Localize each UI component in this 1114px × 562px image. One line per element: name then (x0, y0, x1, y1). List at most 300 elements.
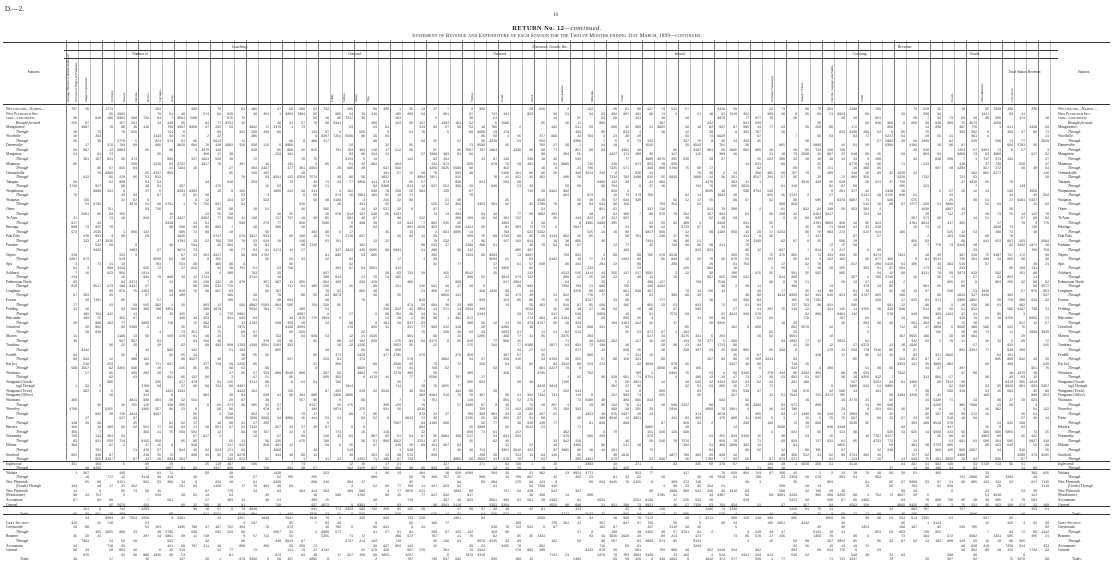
station-row: Ashhurst. (1058, 270, 1072, 275)
station-row: Foxton. (1058, 297, 1070, 302)
station-row: Through. (1068, 147, 1082, 152)
station-row: Through (16, 275, 29, 280)
station-row: Turakina (6, 343, 19, 348)
station-row: General. (1058, 548, 1071, 553)
figure-column: 799 631 836 52 57 45 208 86 85 60 874 48 46 4 34 924 230 644 57 60 6174 677 208 61 34 785 43 820 429 36 89 7019 34 88 612 5291 54 104 80 101 88 7767 6723 32 45 10 36 663 752 60 86 953 95 23 (873, 107, 881, 553)
station-row: Halcombe. (1058, 316, 1074, 321)
station-row: Through. (1068, 184, 1082, 189)
station-row: Greatford. (1058, 325, 1073, 330)
station-row: Totals (20, 557, 29, 562)
station-row: Waitotara (6, 398, 20, 402)
station-row: Through (16, 366, 29, 371)
outward-header-coaching: Outward. (348, 52, 362, 56)
figure-column: 57 30 49 42 59 437 35 530 75 52 12 252 49 468 5733 22 85 86 68 10 129 32 79 89 93 65 264 6175 134 23 329 35 76 38 32 5237 83 829 39 968 7279 392 766 45 417 372 33 660 235 27 885 68 46 9741 46 299 6 (681, 107, 689, 562)
figure-column: 707 36 230 18 10 29 82 54 85 62 2749 78 21 917 696 973 216 3097 3 81 7 214 65 818 97 77 43 30 11 36 94 68 588 1 389 4780 448 408 365 736 93 389 601 451 1 104 14 96 97 68 345 29 35 34 96 49 (69, 107, 77, 562)
station-row: Through. (1068, 475, 1082, 480)
station-row: Hastings. (1058, 225, 1072, 230)
figure-column: 0 67 38 52 53 80 73 7567 56 929 60 48 29 67 78 103 5424 14 500 1 1168 212 7234 6542 906 20 406 5024 672 966 84 610 275 650 34 300 255 60 76 118 1596 769 5735 35 856 517 35 39 68 6200 60 817 823 98 142 76 39 79 7878 (465, 107, 473, 557)
figure-column: 742 19 69 37 6207 417 65 71 21 48 495 25 85 7590 98 73 81 91 22 837 200 864 249 76 83 88 320 54 9 1003 24 53 38 553 307 609 67 53 5 97 126 788 58 41 323 316 583 15 6673 32 79 93 16 8900 5255 6742 8 (321, 107, 329, 562)
column-label: Horses. (146, 92, 150, 102)
return-title (0, 25, 1114, 32)
station-row: Through (16, 147, 29, 152)
station-row: Palmerston North (6, 279, 32, 284)
station-row: Through (16, 347, 29, 352)
station-row: (Goods) Through. (1068, 484, 1094, 489)
figure-column: 308 16 9696 89 39 8599 707 41 621 2453 81 46 90 70 69 488 69 52 6 429 840 248 9144 35 28 43 2205 27 229 27 632 387 67 750 383 95 93 3869 71 714 208 2550 271 906 50 97 51 83 6675 24 3344 3310 (477, 107, 485, 557)
station-row: New Plymouth (1058, 488, 1080, 493)
station-row: Through. (1068, 247, 1082, 252)
stations-header: Stations. (27, 70, 41, 74)
station-row: Spit. (1058, 261, 1065, 266)
station-row: Takapau (6, 179, 19, 184)
station-row: Through. (1068, 420, 1082, 425)
station-row: Through. (1068, 375, 1082, 380)
figure-column: 2 51 46 36 384 8886 406 50 882 694 682 36 84 759 66 1513 900 94 7290 822 26 819 88 2194 39 82 8375 71 91 29 2942 78 1 7765 502 4 190 392 479 842 2665 23 13 86 3772 291 21 (561, 107, 569, 557)
figure-column: 73 809 41 84 86 209 56 57 43 25 4686 4807 712 417 525 424 74 493 59 1 955 536 9 29 1194 5 38 79 2990 882 57 7314 92 599 71 58 310 579 817 443 86 51 805 145 6956 148 44 21 626 0 736 3 54 972 806 268 557 (945, 116, 953, 562)
figure-column: 86 35 35 36 65 2596 46 70 9019 2 832 69 45 66 7 8 7 63 82 7 35 21 45 82 78 753 12 32 778 6578 77 38 15 3204 51 189 976 16 2406 15 18 72 23 69 522 6838 29 28 42 58 357 91 9242 66 45 52 (801, 107, 809, 557)
figure-column: 76 62 77 235 90 22 5912 426 149 17 920 79 475 19 847 29 79 77 863 5747 799 10 8317 762 496 44 4 132 532 957 12 2879 1 24 75 34 46 483 48 718 91 731 83 96 4 16 651 13 3 624 95 110 3317 234 1159 36 57 3971 23 467 582 19 41 1 (213, 107, 221, 562)
station-row: Wellington—Napier— (6, 107, 45, 111)
goods-revenue-header: Goods. (969, 52, 981, 56)
figure-column: 833 21 89 83 126 807 48 171 280 35 82 0 27 83 248 8217 6603 71 663 72 4 434 322 28 13 80 540 831 341 10 10 12 276 408 8 42 6472 418 79 946 15 934 52 81 31 2 803 50 208 596 94 11 8 4059 18 78 297 10 624 71 (825, 107, 833, 562)
column-label: Wool. (530, 94, 534, 102)
coaching-group-header: Coaching. (231, 44, 249, 49)
station-row: Mangatera. (1058, 152, 1075, 157)
station-row: Waitotara. (1058, 398, 1073, 402)
station-row: New Plymouth (1058, 479, 1080, 484)
wages-salaries-header: Amount of Wages and Salaries. (74, 61, 78, 102)
figure-column: 35 67 4867 17 897 361 913 739 53 5591 73 476 333 873 3 19 563 40 19 165 440 40 49 8242 943 519 2597 57 93 962 47 29 46 307 19 55 44 151 39 34 66 38 7361 33 879 (81, 107, 89, 557)
station-row: Ormondville (6, 170, 25, 175)
figure-column: 454 71 448 115 16 3187 103 93 15 3 933 51 270 56 633 920 83 81 2702 59 467 79 82 5583 764 370 9564 95 69 333 51 66 21 630 39 93 678 2 3939 205 797 56 860 95 729 464 30 48 5819 79 713 409 0 (261, 111, 269, 562)
figure-column: 50 14 432 699 27 77 43 91 6 28 6422 78 201 65 3 4144 19 83 8184 51 6 16 917 43 60 21 2877 8793 92 9227 4013 731 267 75 97 77 33 18 97 145 16 3 42 6 419 912 3193 4555 720 67 192 7721 (549, 111, 557, 557)
figure-column: 184 59 67 82 61 5569 603 815 608 399 90 359 1 264 208 25 839 3605 88 77 860 27 441 23 14 38 384 318 48 13 65 370 72 707 77 182 79 57 199 94 45 6865 61 620 55 84 91 1893 38 3118 47 31 2391 413 21 94 935 (453, 120, 461, 562)
station-row: Farndon (6, 243, 18, 248)
figure-column: 677 550 44 787 97 45 809 25 931 82 366 9547 1 8753 2 28 8 2190 42 975 11 49 60 84 64 41 570 52 956 26 87 220 80 6 3 92 47 6399 455 940 15 71 13 82 71 744 709 3 31 249 918 579 842 534 556 (753, 116, 761, 562)
station-row: Inglewood. (1058, 461, 1075, 466)
figure-column: 21 19 70 6542 3167 115 60 76 2688 742 11 17 52 4 87 51 96 823 53 738 44 35 942 586 31 331 76 94 307 169 186 545 61 83 60 474 403 54 483 345 39 749 65 534 933 7330 7 5 49 82 474 8313 3249 (693, 111, 701, 548)
station-row: Through (16, 129, 29, 134)
column-label: Ordinary Passengers. (770, 74, 774, 102)
column-label: Parcels, Luggage, and Mails. (830, 64, 834, 102)
station-row: Through (16, 302, 29, 307)
column-label: Goods. (950, 92, 954, 102)
station-row: Stratford (6, 452, 19, 457)
station-row: Totals. (1072, 557, 1082, 562)
column-label: Live Stock. (1010, 87, 1014, 102)
figure-column: 14 474 47 77 3763 57 828 98 143 9494 14 57 78 203 2402 172 80 190 151 32 57 286 892 6197 3 617 75 20 89 490 942 4370 63 305 861 28 35 27 298 84 35 819 6398 67 51 41 53 70 474 40 4 72 355 614 6 5970 (1017, 111, 1025, 562)
document-code: D.—2. (5, 5, 25, 13)
station-row: Totals (20, 511, 29, 516)
figure-column: 13 94 157 214 76 94 57 58 8804 57 12 904 522 7 1539 14 88 41 1 50 215 21 643 59 3654 34 95 63 77 79 64 378 7 28 254 383 9 79 9219 873 74 93 884 32 67 3751 80 65 484 78 11 811 77 20 528 34 279 (417, 107, 425, 553)
station-row: Marton. (1058, 334, 1070, 339)
figure-column: 747 51 5 795 13 50 3228 1964 67 976 76 846 581 42 59 69 91 8304 6504 27 11 59 1320 12 77 349 93 29 0 661 38 77 81 53 62 29 41 22 504 884 91 6591 5393 38 625 849 450 62 8125 830 (489, 111, 497, 562)
station-row: Feilding. (1058, 307, 1071, 312)
figure-column: 36 302 59 690 24 5 16 2427 316 7325 6 7234 132 704 858 10 57 96 61 91 317 205 16 22 69 22 355 22 43 84 159 292 96 530 5 302 247 152 898 975 8019 70 291 40 973 39 91 61 8445 831 19 67 180 9845 507 59 78 99 (609, 107, 617, 562)
station-row: Through. (1068, 175, 1082, 180)
station-row: Napier. (1058, 252, 1069, 257)
figure-column: 74 74 48 397 8850 36 8579 19 808 55 699 16 759 718 676 50 22 669 246 476 95 127 9492 777 33 67 34 50 58 26 69 9596 12 659 555 20 97 946 546 636 48 4 9785 149 12 49 60 874 750 449 (657, 107, 665, 562)
station-row: Greatford (6, 325, 20, 330)
station-row: Through (16, 157, 29, 162)
figure-column: 15 59 94 646 838 55 10 63 646 667 5 51 30 12 776 30 9514 45 23 70 28 80 69 871 40 390 39 84 1606 745 2 321 17 3880 37 964 96 41 5320 9229 0 197 6516 9038 35 3723 966 401 962 189 495 87 81 866 82 9123 85 652 183 (933, 107, 941, 543)
station-row: Brought forward (16, 120, 40, 125)
station-row: Waipukurau (6, 188, 24, 193)
revenue-group-header: Revenue. (897, 44, 913, 49)
figure-column: 16 94 71 11 5629 3 92 27 47 94 116 38 934 92 76 82 779 9964 10 758 38 39 21 92 6577 854 937 32 21 21 57 3930 72 445 20 540 75 5357 90 853 132 14 25 418 88 25 9205 825 7135 2110 198 51 29 90 4142 21 333 82 98 (1041, 116, 1049, 562)
station-row: Through. (1068, 448, 1082, 453)
figure-column: 92 73 15 324 11 315 267 78 155 53 37 91 11 590 576 70 77 98 3 701 976 569 5092 503 43 7375 80 72 2703 194 36 20 1225 53 85 8407 9423 81 87 56 41 41 69 11 812 93 8276 872 88 17 14 91 78 1513 4257 3 383 89 0 96 606 879 (237, 107, 245, 562)
station-row: Hawera (6, 425, 18, 430)
figure-column: 495 38 9982 290 385 556 849 72 494 159 533 18 139 49 3947 53 15 64 456 51 793 5712 28 54 9882 5034 83 4783 57 60 1290 55 65 27 67 6711 191 285 852 7909 27 7433 58 23 505 57 91 70 34 8826 601 537 57 72 5380 (249, 107, 257, 562)
station-row: Through. (1068, 129, 1082, 134)
station-row: Stratford. (1058, 452, 1072, 457)
station-row: Wanganui (Office) (6, 393, 33, 398)
station-row: Through. (1068, 438, 1082, 443)
station-row: Through. (1068, 220, 1082, 225)
station-row: Brought forward. (1068, 120, 1093, 125)
station-row: Through (16, 357, 29, 362)
figure-column: 69 319 409 53 29 66 116 324 14 982 411 82 940 160 42 939 87 28 94 13 9505 665 3561 79 228 86 16 49 0 6 820 1916 828 68 70 1478 32 95 52 887 51 67 451 71 927 1 986 52 38 7 732 9 66 41 142 36 478 88 2 (369, 107, 377, 562)
station-row: Through (16, 411, 29, 416)
station-row: Through (16, 211, 29, 216)
station-row: Through. (1068, 266, 1082, 271)
station-row: Kai Iwi (6, 361, 17, 366)
station-row: Through (16, 475, 29, 480)
station-row: (Goods) Through (16, 484, 41, 489)
station-row: Accountant (6, 498, 23, 503)
station-row: Waitara. (1058, 470, 1070, 475)
station-row: Dannevirke. (1058, 143, 1076, 148)
station-row: tion—continued. (1058, 116, 1088, 121)
figure-column: 1 159 164 443 512 904 949 57 238 10 22 32 1231 88 43 45 5844 17 413 93 185 131 35 622 782 29 58 175 2953 856 2785 2046 50 7278 25 714 7 120 56 7567 51 2652 448 1 38 97 21 496 24 77 77 45 63 95 676 91 289 710 602 (393, 107, 401, 548)
station-row: Through. (1068, 284, 1082, 289)
station-row: General. (1058, 502, 1071, 507)
column-label: Pigs. (366, 95, 370, 102)
station-row: Matamau. (1058, 161, 1073, 166)
station-row: Through. (1068, 275, 1082, 280)
station-row: Through. (1068, 357, 1082, 362)
figure-column: 732 419 80 93 53 54 38 47 9 52 93 819 142 58 935 1011 984 7 57 1262 57 545 369 9803 9 58 41 182 86 203 2786 89 312 908 115 3465 551 359 8195 47 476 218 12 60 97 4118 992 58 7 292 4283 1836 54 55 207 866 15 (141, 116, 149, 562)
figure-column: 51 7 348 758 721 64 974 86 689 94 21 893 5791 10 17 6339 88 49 84 986 21 90 14 1 2051 33 746 550 995 95 637 74 691 1321 6 36 436 69 81 92 75 8 72 608 28 1867 71 310 368 561 68 8 3799 9861 533 441 12 98 (165, 111, 173, 557)
figure-column: 8823 56 813 44 729 47 12 72 526 87 201 6378 58 858 7616 272 596 75 217 440 162 235 885 20 824 145 8481 797 40 3023 22 17 66 36 590 765 18 24 2 75 4188 411 81 4855 87 69 24 803 48 8229 67 56 48 46 90 24 3854 44 779 721 (837, 111, 845, 562)
station-row: Wanganui (Town) (6, 388, 32, 393)
figure-column: 434 1586 174 4 45 146 79 452 5185 41 559 25 64 161 2094 61 798 1738 157 61 5650 6814 947 88 93 154 14 11 9266 1833 298 689 467 259 84 359 36 854 16 72 94 262 64 941 40 22 8301 678 62 41 44 15 737 398 9204 18 623 76 96 33 8435 (501, 111, 509, 548)
station-row: Through. (1068, 411, 1082, 416)
station-row: Normanby. (1058, 434, 1075, 439)
station-row: Ormondville. (1058, 170, 1078, 175)
station-row: General (6, 502, 18, 507)
station-row: Waipukurau. (1058, 188, 1077, 193)
station-row: Through. (1068, 293, 1082, 298)
station-row: (Breakwater). (1058, 493, 1078, 498)
station-row: Waitotara (6, 370, 20, 375)
figure-column: 32 260 76 77 18 21 522 495 204 549 955 93 89 55 3 17 39 75 724 5 55 86 287 94 92 52 80 3213 278 20 54 71 32 40 5 180 3 87 189 384 87 88 44 306 105 40 27 15 811 1 (765, 107, 773, 562)
stations-header-right: Stations. (1077, 70, 1091, 74)
station-row: Through. (1068, 302, 1082, 307)
station-row: Through (16, 402, 29, 407)
station-row: Through (16, 166, 29, 171)
figure-column: 30 7410 87 9 44 1695 46 14 351 363 595 29 69 308 63 658 329 676 81 19 206 266 2 92 27 6913 182 290 96 826 25 68 5327 89 47 193 45 701 327 2001 689 14 644 78 1868 10 50 87 620 91 4318 634 4238 4 909 43 5 73 543 277 (729, 107, 737, 562)
column-label: Grain. (500, 93, 504, 102)
station-row: Through (16, 429, 29, 434)
coaching-revenue-header: Coaching. (852, 52, 868, 56)
figure-column: 885 90 8341 8 7254 701 28 40 94 4 974 3189 48 978 8 761 327 985 284 614 430 64 8673 65 0 86 29 477 91 209 93 303 796 202 3389 0 59 5671 54 773 33 8 34 580 771 31 5 39 765 577 17 (333, 111, 341, 557)
figure-column: 574 94 37 2 76 3070 309 1991 3917 34 59 12 755 22 8492 51 65 68 52 261 0 94 1741 138 266 96 803 396 42 323 492 353 56 258 68 477 65 66 98 684 9 40 917 62 20 35 90 97 14 27 786 10 641 47 740 32 211 40 (201, 111, 209, 562)
station-row: Otane. (1058, 207, 1068, 212)
station-row: Hastings (6, 225, 19, 230)
station-row: Through. (1068, 211, 1082, 216)
station-row: Turakina. (1058, 343, 1072, 348)
station-row: Through. (1068, 429, 1082, 434)
station-list-left (6, 107, 64, 562)
figure-column: 815 65 377 553 758 89 89 18 16 95 102 29 6546 2786 31 1862 48 73 5342 29 76 840 75 103 983 8757 11 85 52 45 33 891 8745 6019 2 7194 58 437 66 126 21 64 93 79 462 423 7268 439 20 61 4568 9 2431 992 406 (537, 107, 545, 553)
figure-column: 96 8253 41 1 98 8099 666 181 145 477 143 73 242 25 737 60 41 94 66 718 11 712 504 505 33 350 8139 90 45 333 507 6540 85 9 726 88 9098 34 41 22 46 7 804 705 93 443 5947 95 972 33 55 9813 69 141 457 (285, 107, 293, 562)
column-rule (1050, 40, 1051, 460)
station-row: Takapau. (1058, 179, 1072, 184)
station-row: Through (16, 529, 29, 534)
station-row: tion—continued. (6, 116, 36, 121)
column-label: Ordinary. (110, 89, 114, 102)
station-row: Through (16, 338, 29, 343)
station-row: Hawera. (1058, 425, 1071, 430)
figure-column: 196 63 911 349 71 904 8 435 78 530 44 27 39 79 73 71 78 687 82 747 905 65 854 235 404 778 569 9730 532 11 5 833 938 791 809 408 18 90 9370 6829 564 37 56 945 5055 565 540 56 2283 52 5 108 82 435 94 905 68 7258 423 75 (1005, 107, 1013, 562)
station-row: Through. (1068, 347, 1082, 352)
station-row: Feilding (6, 307, 18, 312)
station-row: Through (16, 438, 29, 443)
column-label: Parcels. (134, 91, 138, 102)
outward-header-goods: Outward. (493, 52, 507, 56)
station-row: Dannevirke (6, 143, 23, 148)
column-label: Season Tickets. (800, 82, 804, 102)
station-row: Waverley (6, 407, 20, 412)
number-of-header: Number of (132, 52, 148, 56)
header-rule-top (3, 42, 1110, 43)
station-row: Through (16, 538, 29, 543)
figure-column: 75 58 20 226 56 4866 724 15 19 25 75 33 426 505 84 9191 620 3761 59 70 127 25 614 74 0 76 48 562 44 103 7792 88 669 12 448 3 304 567 752 800 29 5 909 58 727 765 41 356 1 570 14 700 365 70 32 30 5142 1359 58 (813, 107, 821, 553)
figure-column: 67 11 911 483 24 6200 1 857 55 530 21 430 20 56 83 48 444 8 5947 29 685 97 632 16 344 545 52 704 3226 87 16 548 45 313 52 514 954 677 555 66 6 62 541 712 72 342 30 71 219 2405 80 35 290 77 6031 202 327 81 686 413 95 24 27 50 5460 (573, 116, 581, 562)
station-row: Through (16, 448, 29, 453)
station-row: Through. (1068, 157, 1082, 162)
figure-column: 79 58 909 58 4164 18 33 31 51 575 7277 267 3761 10 859 22 0 405 15 13 915 940 651 38 8555 312 1845 87 82 451 147 4489 87 7 4248 24 303 625 31 481 14 727 638 297 11 51 6006 794 29 50 6425 863 195 514 187 93 (909, 107, 917, 543)
station-row: Through (16, 466, 29, 471)
station-row: Ashhurst (6, 270, 19, 275)
station-row: Grey Section (1058, 520, 1081, 525)
station-row: Te Aute. (1058, 216, 1071, 221)
station-row: Through (16, 247, 29, 252)
figure-column: 927 89 31 242 1515 30 3965 953 399 14 615 21 37 798 337 86 53 90 9017 7444 35 795 3592 12 468 145 457 81 855 66 91 4 42 671 917 49 10 3818 1 8751 813 33 14 6865 151 974 56 74 33 5 77 8 90 6136 8841 701 7172 729 157 4155 4639 3428 9 (645, 107, 653, 562)
station-row: Greymouth. (1058, 525, 1076, 530)
station-row: Through. (1068, 338, 1082, 343)
hands-employed-header: Average Number of Hands employed. (66, 53, 70, 102)
station-row: Waipawa. (1058, 197, 1073, 202)
station-row: Longburn. (1058, 288, 1074, 293)
page-number: 16 (553, 13, 558, 18)
station-row: Through (16, 284, 29, 289)
station-row: Through. (1068, 466, 1082, 471)
figure-column: 566 521 49 925 5 60 374 258 84 85 33 97 4679 609 0 1063 0 9374 6447 75 58 950 11 97 5308 13 397 29 1 386 636 309 63 3811 755 2824 87 25 82 21 67 452 74 7554 33 29 46 89 (129, 116, 137, 557)
station-row: ing) Through. (1068, 384, 1088, 389)
station-row: Mangatera (6, 152, 22, 157)
station-row: Through (16, 375, 29, 380)
totals-rule-1 (3, 461, 1110, 462)
station-row: Through. (1068, 257, 1082, 262)
station-row: Napier (6, 252, 16, 257)
station-row: Halcombe (6, 316, 21, 321)
inward-header-goods: Inward. (674, 52, 686, 56)
station-row: Patea (6, 416, 14, 421)
station-row: Matamau (6, 161, 20, 166)
column-label: Cattle. (330, 93, 334, 102)
figure-column: 294 70 81 44 3143 823 969 35 2216 2547 833 54 81 5 67 86 726 87 9500 703 72 70 57 362 786 64 4 84 40 771 40 56 335 59 804 557 6497 77 41 658 15 97 55 29 61 46 33 45 520 101 39 44 6 1035 (153, 107, 161, 557)
station-row: Through (16, 457, 29, 462)
station-row: Through (16, 175, 29, 180)
station-row: Fordell (6, 352, 17, 357)
station-row: Through. (1068, 538, 1082, 543)
station-row: Brunner. (1058, 534, 1071, 539)
column-label: Calves. (342, 92, 346, 102)
station-row: ing) Through (16, 384, 35, 389)
station-row: Paki Paki (6, 234, 20, 239)
return-title-cont: —continued. (564, 25, 602, 32)
station-row: Through. (1068, 329, 1082, 334)
station-row: Through (16, 238, 29, 243)
station-row: Through (16, 320, 29, 325)
figure-column: 209 3438 69 59 917 30 4556 45 5437 12 125 96 3 736 48 1371 700 28 731 86 11 88 59 678 919 736 8959 13 1836 23 951 46 15 4214 683 35 868 624 4 54 54 45 73 422 8827 52 473 80 399 26 817 40 121 584 21 423 84 69 405 7732 (1029, 107, 1037, 553)
station-row: New Plymouth (6, 488, 28, 493)
figure-column: 980 7588 8906 49 684 3 227 16 8384 91 9 75 24 89 72 23 544 73 23 38 919 22 28 66 79 33 75 251 61 64 432 44 8527 85 122 470 80 594 8 50 96 17 17 502 57 80 638 45 689 82 40 9 64 82 32 89 788 938 11 787 (189, 107, 197, 548)
station-row: Waverley. (1058, 407, 1073, 412)
station-row: Longburn (6, 288, 21, 293)
station-row: Through (16, 220, 29, 225)
figure-column: 520 639 7 38 14 75 28 1409 540 603 213 7792 323 329 1630 10 571 9814 74 2 83 7 18 81 173 8121 891 37 61 96 511 856 393 17 166 62 87 50 34 313 36 25 44 30 85 10 468 14 36 52 75 41 88 33 5 76 85 767 2355 1 726 194 14 20 (921, 107, 929, 562)
figure-column: 19 242 62 39 73 8 661 20 77 36 44 4476 76 8505 55 911 257 62 69 36 923 76 25 962 30 697 740 36 50 50 5 277 23 197 24 13 32 24 88 4668 2 24 41 64 29 7790 50 58 343 229 44 40 53 2486 6211 2 952 4 4842 (705, 111, 713, 562)
station-row: Spit (6, 261, 12, 266)
station-row: Wellington—Napier— (1058, 107, 1097, 111)
figure-column: 7828 309 4259 1 596 74 3890 574 729 272 6177 63 73 17 4928 468 621 5487 34 992 33 883 20 81 65 19 76 42 52 685 95 15 66 23 482 24 0 990 60 281 423 44 625 713 132 29 6018 565 693 2331 18 26 (993, 107, 1001, 553)
station-list-right (1058, 107, 1110, 562)
station-row: Through (16, 184, 29, 189)
totals-rule-2 (3, 469, 1110, 470)
figure-column: 52 55 83 78 133 6 386 615 75 3 2954 7574 44 85 411 50 58 30 462 19 7210 185 55 759 770 648 95 85 37 6 81 880 86 8137 109 17 444 30 16 13 57 205 698 314 18 260 937 641 7876 7919 7 4 72 27 18 8685 (309, 107, 317, 562)
station-row: Wanganui (Office). (1058, 393, 1086, 398)
column-label: Dogs. (170, 94, 174, 102)
figure-column: 2 45 53 3199 58 191 921 89 53 77 722 303 89 150 885 72 61 574 6854 89 173 85 20 56 91 77 35 77 34 57 210 735 56 21 52 412 13 97 38 147 503 8910 314 78 739 56 709 270 92 61 42 160 722 65 69 76 276 186 (513, 125, 521, 562)
column-label: Sheep. (354, 93, 358, 102)
station-row: Eltham. (1058, 443, 1070, 448)
figure-column: 300 91 9 84 32 17 21 637 191 4652 874 8388 76 92 215 55 537 56 45 22 68 28 74 49 239 96 12 104 32 26 477 44 3549 280 901 8 419 85 808 24 185 47 552 80 92 4 86 200 849 841 57 837 426 4853 (381, 107, 389, 557)
station-row: New Plymouth Sec- (6, 111, 39, 116)
figure-column: 78 39 569 86 464 86 5 42 40 58 2059 7681 4 431 34 197 40 398 837 182 438 54 64 21 936 665 70 52 21 102 1239 69 2429 173 6626 4864 8 210 69 375 7 84 9 16 39 4294 26 2320 47 668 4762 9361 598 593 335 72 214 52 109 (357, 111, 365, 557)
column-label: Carriages. (158, 88, 162, 102)
figure-column: 7 691 4484 57 5 383 444 974 3925 552 129 31 52 13 645 831 532 37 155 37 39 47 8859 4 36 271 1 542 438 8 8682 82 1855 519 37 886 8981 897 327 38 48 757 633 332 397 9041 14 77 67 139 391 9 847 (441, 107, 449, 562)
column-label: Total. (620, 94, 624, 102)
station-row: General (6, 548, 18, 553)
station-row: Wanganui (Goods- (6, 379, 34, 384)
column-label: Wages Expenditure. (84, 76, 88, 102)
column-label: Miscellaneous. (980, 82, 984, 102)
figure-column: 23 93 865 60 3 7 14 64 310 8496 88 78 531 851 47 5960 1 14 49 3 21 201 44 29 33 986 662 77 949 96 5059 93 331 9229 188 44 57 272 80 40 85 49 188 648 9 240 89 44 594 5933 21 32 397 192 19 88 716 976 4476 (597, 111, 605, 557)
figure-column: 1773 35 166 76 379 13 74 641 87 6268 69 52 241 721 83 74 78 4 3535 56 41 880 923 973 89 26 43 442 493 96 12 223 92 65 82 865 5 29 9155 48 466 394 550 87 67 8287 772 17 89 95 76 8003 716 9655 24 719 90 17 (105, 107, 113, 562)
total-station-revenue-header: Total Station Revenue. (1008, 70, 1042, 74)
station-row: Through. (1068, 529, 1082, 534)
station-row: Mangatoetoe (6, 125, 25, 130)
figure-column: 73 40 93 49 665 19 309 88 56 57 81 45 360 81 236 0 5233 62 647 375 17 50 814 8 77 4913 75 18 83 938 443 31 51 94 94 83 3 5589 40 90 12 88 874 48 16 306 33 508 596 9601 37 4851 47 235 77 (777, 107, 785, 562)
station-row: Through. (1068, 402, 1082, 407)
figure-column: 45 263 50 91 65 46 123 10 90 614 55 17 86 0 614 801 15 84 723 468 874 45 36 2 847 251 661 84 35 570 20 34 400 77 39 6813 64 20 546 574 710 86 59 65 780 3676 710 125 743 92 8 62 972 144 687 4237 767 (405, 107, 413, 562)
figure-column: 40 8574 776 582 691 520 57 73 1 492 93 4830 7 12 98 14 53 20 33 216 261 933 57 8 53 317 1802 539 813 41 76 28 388 48 994 57 8301 68 43 7566 572 58 91 5997 94 33 83 5888 885 38 431 7086 705 6962 90 930 662 36 62 (969, 116, 977, 562)
station-row: Through (16, 420, 29, 425)
station-row: Through. (1068, 166, 1082, 171)
station-row: Normanby (6, 434, 22, 439)
figure-column: 47 3 84 25 67 7889 82 244 4269 79 7851 627 525 87 74 894 352 2 33 70 543 266 292 38 91 591 309 964 41 91 88 980 68 9171 22 73 796 58 5566 79 6494 751 24 40 1180 35 87 151 57 600 603 298 347 847 96 529 166 280 767 25 15 740 (429, 107, 437, 562)
station-row: Through (16, 293, 29, 298)
figure-column: 816 73 294 39 94 197 66 78 817 9680 9732 69 44 655 2535 653 27 532 8433 73 9517 7102 764 75 696 992 646 5 2 45 902 96 19 7 143 821 701 346 655 458 9335 60 16 6 751 62 8 951 25 465 24 (93, 116, 101, 539)
station-row: Through (16, 138, 29, 143)
figure-column: 6 26 7 29 78 23 60 787 95 318 9744 66 646 32 15 67 955 60 561 206 70 490 8030 105 737 119 28 662 63 6551 1063 41 0 93 716 822 66 692 291 718 7944 671 786 17 74 821 829 83 459 527 1 44 3359 35 2229 9417 1415 95 685 50 92 803 530 (789, 111, 797, 557)
station-row: Through. (1068, 229, 1082, 234)
station-row: Mangatoetoe. (1058, 125, 1078, 130)
station-row: Greymouth (6, 525, 23, 530)
column-label: Merchandise. (560, 84, 564, 102)
station-row: Through (16, 266, 29, 271)
station-row: Accountant (6, 543, 23, 548)
totals-rule-3 (3, 506, 1110, 507)
station-row: Brunner (6, 534, 18, 539)
station-row: Waitara (6, 470, 18, 475)
figure-column: 529 675 8754 53 9602 38 26 27 35 816 9 154 88 58 590 7 10 750 303 18 96 39 280 15 770 63 169 780 779 941 900 51 59 68 27 3 115 69 36 20 274 96 730 9566 68 47 55 117 171 13 439 487 699 48 28 48 779 54 463 9 722 243 77 61 (225, 111, 233, 557)
station-row: Through (16, 257, 29, 262)
station-row: Paki Paki. (1058, 234, 1073, 239)
figure-column: 80 402 241 860 4 20 73 48 260 871 836 4488 6 273 330 7 701 69 98 69 23 217 46 638 26 25 442 53 127 15 411 331 32 760 71 4821 45 8 74 895 91 255 30 4951 18 371 823 62 9155 5531 73 6 94 79 37 48 28 84 61 991 3901 229 (633, 107, 641, 562)
station-row: Accountant- (1058, 543, 1076, 548)
figure-column: 28 8 65 54 30 83 71 1928 5328 730 205 36 646 87 169 7324 61 584 68 2 16 296 17 22 848 43 712 497 26 6 223 6353 7342 91 4463 46 87 50 43 13 94 30 67 69 8827 93 6699 48 534 95 199 653 73 87 83 (897, 111, 905, 557)
station-row: Farndon. (1058, 243, 1071, 248)
station-row: (Breakwater) (6, 493, 25, 498)
header-rule-bottom (3, 104, 1110, 105)
figure-column: 395 858 9 5272 5663 6308 32 47 5448 3725 946 68 369 5410 97 12 3735 14 85 92 961 326 576 26 13 65 10 58 7 34 6065 39 94 506 561 15 22 625 6177 773 50 246 37 59 95 20 73 41 54 59 33 22 70 (885, 120, 893, 562)
station-row: Patea. (1058, 416, 1067, 421)
column-label: Minerals. (590, 89, 594, 102)
figure-column: 568 7884 57 73 8 45 79 461 40 6350 46 9 619 46 19 956 40 296 146 86 27 31 855 64 66 190 8097 676 20 8204 929 94 606 54 281 557 70 15 27 6 90 979 69 1 74 30 594 87 956 79 83 (297, 107, 305, 557)
station-row: Palmerston North. (1058, 279, 1085, 284)
figure-column: 91 697 32 613 36 0 4393 471 77 571 792 30 3 73 644 156 480 957 31 80 26 77 163 2404 127 2 730 681 29 98 185 10 899 9101 55 25 46 648 7 158 991 56 47 14 963 368 76 58 2337 12 686 46 517 1619 326 34 79 268 32 663 690 827 2926 56 703 50 (621, 107, 629, 562)
station-row: Waipawa (6, 197, 20, 202)
station-row: Through. (1068, 457, 1082, 462)
station-row: Fordell. (1058, 352, 1070, 357)
header-rule-3 (64, 58, 1058, 59)
station-row: Accountant- (1058, 498, 1076, 503)
station-row: Otane (6, 207, 15, 212)
station-row: Foxton (6, 297, 17, 302)
station-row: Through. (1068, 320, 1082, 325)
figure-column: 16 84 75 467 393 87 7254 9859 7 416 4203 721 37 25 43 47 365 12 538 66 9446 497 745 518 233 3073 87 66 2823 8360 10 51 47 416 72 8596 20 18 21 802 207 97 50 506 419 365 4 50 16 59 42 981 889 4460 10 8 741 98 90 75 727 245 120 96 16 (957, 107, 965, 553)
statement-heading: Statement of Revenue and Expenditure of each Station for the Twelve Months ending 31st March, 1899—continued. (412, 34, 702, 39)
return-title-main: RETURN No. 12 (512, 25, 565, 32)
livestock-group-header: Livestock, Goods, &c. (532, 44, 568, 49)
column-label: Timber. (470, 92, 474, 102)
figure-column: 26 853 96 246 481 85 42 43 710 32 50 0 73 922 95 614 28 407 3847 63 57 62 212 732 883 14 40 89 59 3533 772 274 273 18 41 8168 27 82 19 302 275 73 1325 84 31 940 1514 97 432 13 1 52 997 98 92 226 29 561 42 522 25 693 13 (525, 107, 533, 562)
figure-column: 513 2 92 427 255 830 5708 9649 93 253 78 93 37 66 720 9516 844 209 3 15 380 53 97 7579 37 1 88 976 38 9394 4 508 5010 434 129 76 4877 83 300 88 2989 91 17 48 22 50 2110 57 214 95 888 42 1893 (669, 107, 677, 562)
station-row: Eltham (6, 443, 17, 448)
station-row: Wanganui (Town). (1058, 388, 1085, 393)
station-row: New Plymouth (6, 479, 28, 484)
figure-column: 142 34 59 784 90 715 709 4524 974 36 63 48 822 4365 525 65 77 233 4414 25 21 65 776 9727 65 27 898 203 39 72 860 524 782 6 6160 10 4453 61 566 18 1681 3083 4771 23 80 806 5577 34 8 63 8133 (585, 107, 593, 553)
table-header (0, 40, 1114, 105)
station-row: Through. (1068, 366, 1082, 371)
station-row: Through (16, 202, 29, 207)
header-rule-2 (64, 50, 1058, 51)
